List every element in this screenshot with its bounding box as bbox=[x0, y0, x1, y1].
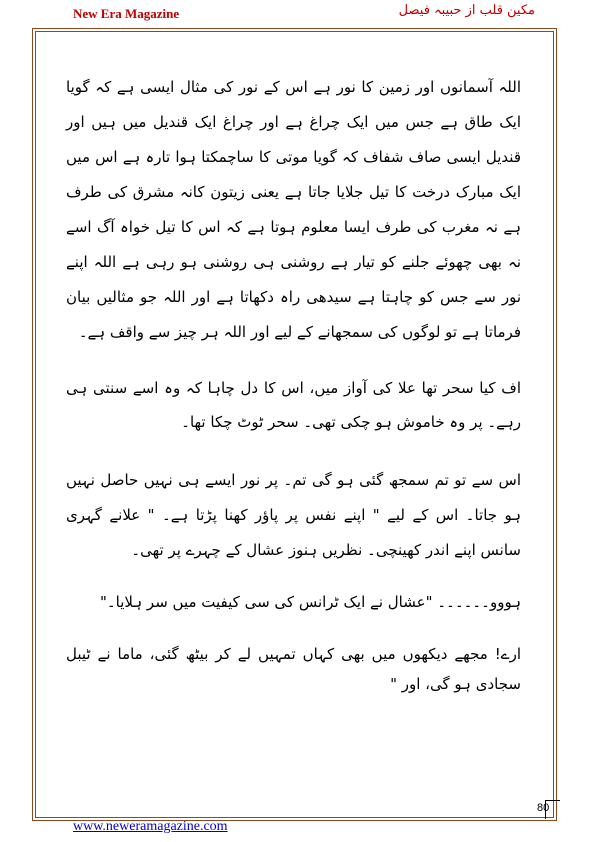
story-title: مکین قلب از حبیبہ فیصل bbox=[398, 3, 535, 18]
magazine-title: New Era Magazine bbox=[73, 6, 180, 21]
paragraph-5: ارے! مجھے دیکھوں میں بھی کہاں تمہیں لے کر بیٹھ گئی، ماما نے ٹیبل سجادی ہو گی، اور " bbox=[66, 645, 521, 693]
paragraph-3: اس سے تو تم سمجھ گئی ہو گی تم۔ پر نور ایسے ہی نہیں حاصل نہیں ہو جاتا۔ اس کے لیے " اپنے نفس پر پاؤر کھنا پڑتا ہے۔ " علانے گہری سانس اپنے اندر کھینچی۔ نظریں ہنوز عشال کے چہرے پر تھی۔ bbox=[66, 471, 521, 559]
story-text bbox=[66, 70, 521, 699]
paragraph-1: اللہ آسمانوں اور زمین کا نور ہے اس کے نور کی مثال ایسی ہے کہ گویا ایک طاق ہے جس میں ایک چراغ ہے اور چراغ ایک قندیل میں ہیں اور قندیل ایسی صاف شفاف کہ گویا موتی کا ساچمکتا ہوا تارہ ہے اس میں ایک مبارک درخت کا تیل جلایا جاتا ہے یعنی زیتون کانہ مشرق کی طرف ہے نہ مغرب کی طرف ایسا معلوم ہوتا ہے کہ اس کا تیل خواہ آگ اسے نہ بھی چھوئے جلنے کو تیار ہے روشنی ہی روشنی ہو رہی ہے اللہ اپنے نور سے جس کو چاہتا ہے سیدھی راہ دکھاتا ہے اور اللہ جو مثالیں بیان فرماتا ہے تو لوگوں کی سمجھانے کے لیے اور اللہ ہر چیز سے واقف ہے۔ bbox=[66, 78, 521, 341]
page-number: 80 bbox=[537, 802, 550, 814]
website-link[interactable]: www.neweramagazine.com bbox=[73, 819, 228, 834]
paragraph-4: ہووو۔۔۔۔۔۔ "عشال نے ایک ٹرانس کی سی کیفیت میں سر ہلایا۔" bbox=[99, 593, 521, 611]
paragraph-2: اف کیا سحر تھا علا کی آواز میں، اس کا دل چاہا کہ وہ اسے سنتی ہی رہے۔ پر وہ خاموش ہو چکی تھی۔ سحر ٹوٹ چکا تھا۔ bbox=[66, 379, 521, 431]
